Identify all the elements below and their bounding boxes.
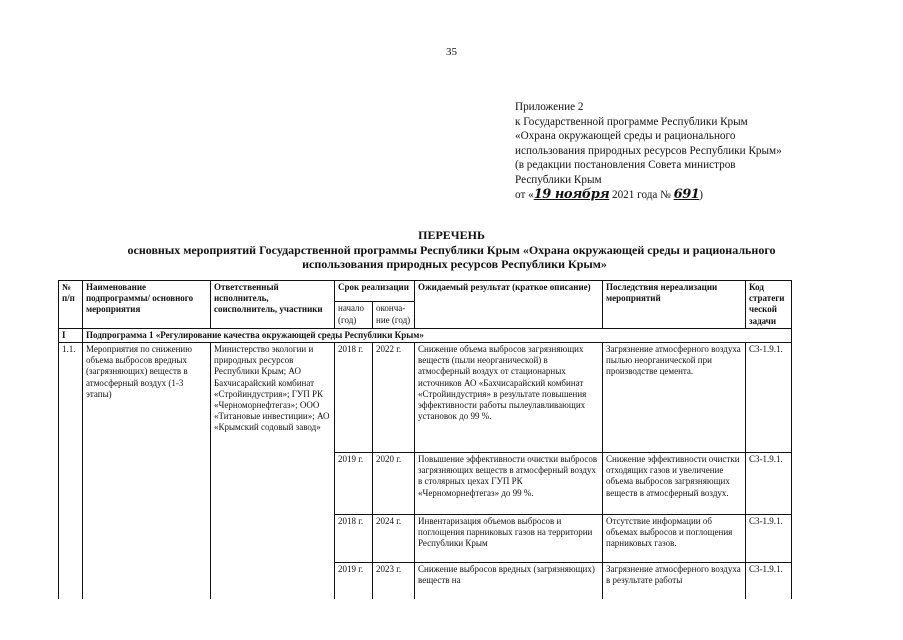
row-code: С3-1.9.1. bbox=[746, 515, 792, 563]
row-consequence: Загрязнение атмосферного воздуха в результате работы bbox=[603, 563, 746, 599]
row-result: Повышение эффективности очистки выбросов загрязняющих веществ в атмосферный воздух в столярных цехах ГУП РК «Черноморнефтегаз» до 99 %. bbox=[415, 453, 603, 515]
row-start: 2018 г. bbox=[335, 515, 373, 563]
row-end: 2024 г. bbox=[373, 515, 415, 563]
page-number: 35 bbox=[446, 46, 457, 58]
row-consequence: Загрязнение атмосферного воздуха пылью неорганической при производстве цемента. bbox=[603, 343, 746, 453]
activities-table bbox=[58, 280, 792, 599]
row-result: Снижение выбросов вредных (загрязняющих) веществ на bbox=[415, 563, 603, 599]
header-end: оконча-ние (год) bbox=[373, 302, 415, 328]
row-end: 2022 г. bbox=[373, 343, 415, 453]
activity-num: 1.1. bbox=[59, 343, 83, 599]
row-consequence: Снижение эффективности очистки отходящих газов и увеличение объема выбросов загрязняющих веществ в атмосферный воздух. bbox=[603, 453, 746, 515]
date-prefix: от « bbox=[515, 188, 534, 201]
document-title bbox=[0, 228, 903, 272]
appendix-line: (в редакции постановления Совета министров bbox=[515, 159, 736, 172]
appendix-line: использования природных ресурсов Республики Крым» bbox=[515, 144, 782, 157]
appendix-line: Приложение 2 bbox=[515, 101, 584, 113]
row-end: 2020 г. bbox=[373, 453, 415, 515]
appendix-line: «Охрана окружающей среды и рационального bbox=[515, 130, 736, 143]
row-end: 2023 г. bbox=[373, 563, 415, 599]
header-term: Срок реализации bbox=[335, 281, 415, 302]
row-code: С3-1.9.1. bbox=[746, 453, 792, 515]
appendix-line: Республики Крым bbox=[515, 173, 602, 186]
subprogram-row bbox=[59, 328, 792, 342]
activity-responsible: Министерство экологии и природных ресурсов Республики Крым; АО Бахчисарайский комбинат «Стройиндустрия»; ГУП РК «Черноморнефтегаз»; ООО «Титановые инвестиции»; АО «Крымский содовый завод» bbox=[211, 343, 335, 599]
title-line-2: основных мероприятий Государственной программы Республики Крым «Охрана окружающей среды и рационального bbox=[127, 242, 776, 257]
title-line-3: использования природных ресурсов Республики Крым» bbox=[302, 257, 607, 271]
row-result: Инвентаризация объемов выбросов и поглощения парниковых газов на территории Республики Крым bbox=[415, 515, 603, 563]
handwritten-number: 691 bbox=[673, 186, 700, 202]
header-num: № п/п bbox=[59, 281, 83, 329]
subprogram-title: Подпрограмма 1 «Регулирование качества окружающей среды Республики Крым» bbox=[83, 328, 792, 342]
table-row bbox=[59, 343, 792, 453]
table-header-row bbox=[59, 281, 792, 302]
resolution-date-line bbox=[515, 188, 875, 203]
row-start: 2019 г. bbox=[335, 453, 373, 515]
handwritten-date: 19 ноября bbox=[533, 186, 610, 202]
header-responsible: Ответственный исполнитель, соисполнитель, участники bbox=[211, 281, 335, 329]
header-code: Код стратеги ческой задачи bbox=[746, 281, 792, 329]
row-start: 2018 г. bbox=[335, 343, 373, 453]
row-code: С3-1.9.1. bbox=[746, 343, 792, 453]
appendix-line: к Государственной программе Республики Крым bbox=[515, 115, 748, 128]
row-consequence: Отсутствие информации об объемах выбросов и поглощения парниковых газов. bbox=[603, 515, 746, 563]
date-year: 2021 года № bbox=[609, 188, 674, 201]
activity-name: Мероприятия по снижению объема выбросов вредных (загрязняющих) веществ в атмосферный воздух (1-3 этапы) bbox=[83, 343, 211, 599]
header-start: начало (год) bbox=[335, 302, 373, 328]
row-result: Снижение объема выбросов загрязняющих веществ (пыли неорганической) в атмосферный воздух от стационарных источников АО «Бахчисарайский комбинат «Стройиндустрия» в результате повышения эффективности работы пылеулавливающих установок до 99 %. bbox=[415, 343, 603, 453]
row-code: С3-1.9.1. bbox=[746, 563, 792, 599]
subprogram-num: I bbox=[59, 328, 83, 342]
header-name: Наименование подпрограммы/ основного мероприятия bbox=[83, 281, 211, 329]
date-suffix: ) bbox=[699, 188, 704, 201]
appendix-block bbox=[515, 100, 875, 202]
header-result: Ожидаемый результат (краткое описание) bbox=[415, 281, 603, 329]
title-line-1: ПЕРЕЧЕНЬ bbox=[418, 228, 485, 242]
header-consequences: Последствия нереализации мероприятий bbox=[603, 281, 746, 329]
row-start: 2019 г. bbox=[335, 563, 373, 599]
